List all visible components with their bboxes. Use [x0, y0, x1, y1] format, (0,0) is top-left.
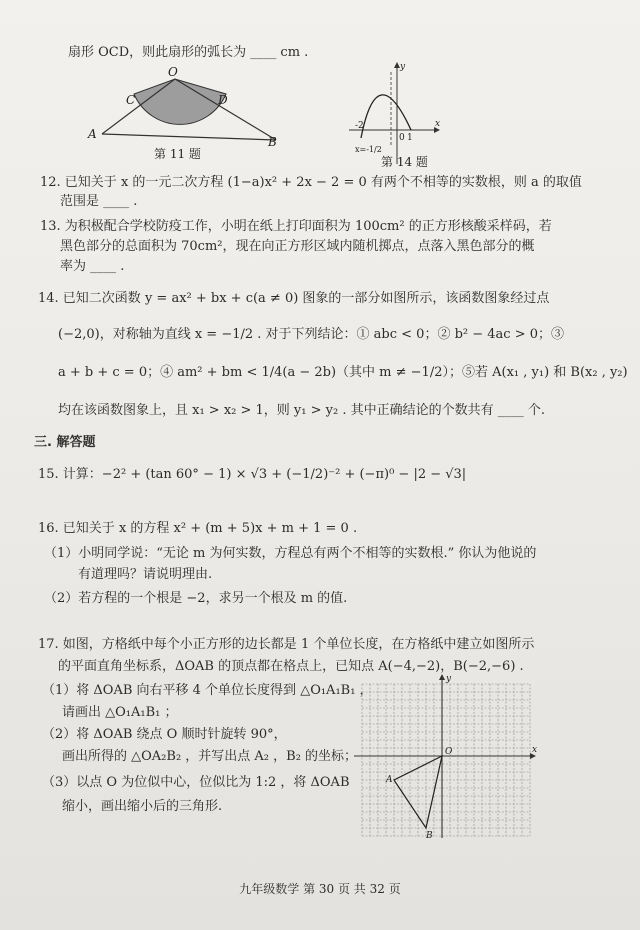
fig11-label-c: C [126, 93, 136, 107]
grid-label-a: A [386, 775, 393, 785]
q13-line1: 13. 为积极配合学校防疫工作，小明在纸上打印面积为 100cm² 的正方形核酸采样码，若 [40, 219, 552, 234]
section-heading: 三. 解答题 [34, 435, 96, 450]
q12-line2: 范围是 ____ . [60, 194, 138, 209]
grid-label-y: y [446, 674, 452, 684]
page-footer: 九年级数学 第 30 页 共 32 页 [239, 882, 401, 896]
coordinate-grid-figure [350, 672, 550, 842]
fig14-caption: 第 14 题 [381, 155, 428, 169]
q14-line3: a + b + c = 0；④ am² + bm < 1/4(a − 2b)（其中 m ≠ −1/2）；⑤若 A(x₁ , y₁) 和 B(x₂ , y₂) [58, 365, 628, 380]
figure-11 [80, 66, 290, 162]
q17-sub2b: 画出所得的 △OA₂B₂ ，并写出点 A₂ ，B₂ 的坐标； [62, 749, 358, 764]
fig11-label-a: A [88, 127, 97, 141]
q12-line1: 12. 已知关于 x 的一元二次方程 (1−a)x² + 2x − 2 = 0 有两个不相等的实数根，则 a 的取值 [40, 175, 582, 190]
fig14-neg-label: -2 [355, 121, 364, 131]
q13-line3: 率为 ____ . [60, 259, 125, 274]
fig14-axis-y: y [400, 62, 406, 72]
fig14-sym-label: x=-1/2 [355, 145, 382, 154]
q15: 15. 计算：−2² + (tan 60° − 1) × √3 + (−1/2)⁻² + (−π)⁰ − |2 − √3| [38, 467, 467, 482]
grid-label-x: x [532, 745, 538, 755]
q17-sub3a: （3）以点 O 为位似中心，位似比为 1:2 ，将 ΔOAB [42, 775, 350, 790]
q16-sub2: （2）若方程的一个根是 −2，求另一个根及 m 的值. [44, 591, 348, 606]
fig11-caption: 第 11 题 [154, 147, 201, 161]
grid-label-b: B [426, 831, 433, 841]
figure-14 [345, 60, 445, 170]
fig11-label-o: O [168, 65, 178, 79]
q14-line2: (−2,0)，对称轴为直线 x = −1/2 . 对于下列结论：① abc < 0；② b² − 4ac > 0；③ [58, 327, 565, 342]
q16-line1: 16. 已知关于 x 的方程 x² + (m + 5)x + m + 1 = 0 . [38, 521, 358, 536]
q16-sub1a: （1）小明同学说：“无论 m 为何实数，方程总有两个不相等的实数根.” 你认为他说的 [44, 546, 537, 561]
grid-label-o: O [445, 747, 453, 757]
fig14-tick-zero: 0 [399, 133, 405, 143]
q17-line1: 17. 如图，方格纸中每个小正方形的边长都是 1 个单位长度，在方格纸中建立如图所示 [38, 637, 535, 652]
fig11-label-b: B [268, 135, 277, 149]
q17-sub2a: （2）将 ΔOAB 绕点 O 顺时针旋转 90°， [42, 727, 287, 742]
q17-sub1a: （1）将 ΔOAB 向右平移 4 个单位长度得到 △O₁A₁B₁ ， [42, 683, 373, 698]
q17-line2: 的平面直角坐标系，ΔOAB 的顶点都在格点上，已知点 A(−4,−2)，B(−2,−6) . [58, 659, 524, 674]
q13-line2: 黑色部分的总面积为 70cm²，现在向正方形区域内随机掷点，点落入黑色部分的概 [60, 239, 535, 254]
fig14-axis-x: x [435, 119, 441, 129]
fig14-tick-one: 1 [407, 133, 413, 143]
q17-sub1b: 请画出 △O₁A₁B₁ ； [62, 705, 178, 720]
q14-line1: 14. 已知二次函数 y = ax² + bx + c(a ≠ 0) 图象的一部分如图所示，该函数图象经过点 [38, 291, 550, 306]
q17-sub3b: 缩小，画出缩小后的三角形. [62, 799, 223, 814]
fig11-label-d: D [218, 93, 228, 107]
q11-continuation: 扇形 OCD，则此扇形的弧长为 ____ cm . [68, 45, 309, 60]
grid-lines [362, 684, 530, 836]
q14-line4: 均在该函数图象上，且 x₁ > x₂ > 1，则 y₁ > y₂ . 其中正确结论的个数共有 ____ 个. [58, 403, 545, 418]
q16-sub1b: 有道理吗？请说明理由. [78, 567, 213, 582]
